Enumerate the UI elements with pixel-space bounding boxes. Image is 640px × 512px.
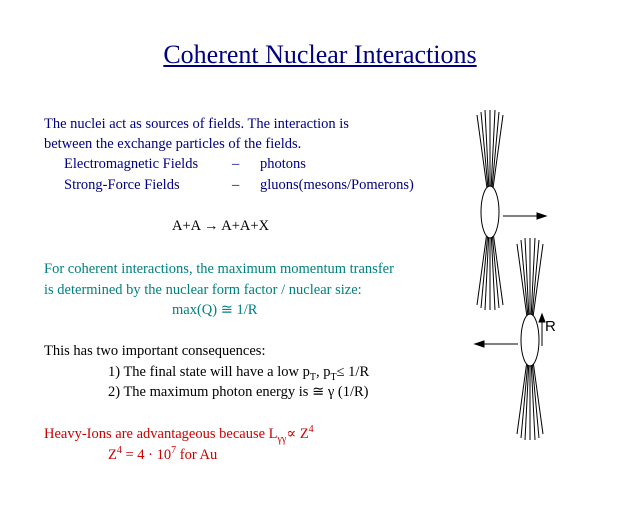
consequences-intro: This has two important consequences: <box>44 343 266 359</box>
consequence-1-mid: , p <box>315 364 331 380</box>
carrier-gluons: gluons(mesons/Pomerons) <box>260 177 414 193</box>
page-title: Coherent Nuclear Interactions <box>163 40 477 69</box>
consequence-1-prefix: 1) The final state will have a low p <box>108 364 310 380</box>
dash-strong-force: – <box>232 177 240 193</box>
lower-nucleus <box>517 238 543 440</box>
arrow-right-head <box>537 213 546 219</box>
coherent-line-1: For coherent interactions, the maximum momentum transfer <box>44 261 394 277</box>
consequence-2-gamma: γ <box>327 384 335 400</box>
carrier-photons: photons <box>260 156 306 172</box>
coherent-line-2: is determined by the nuclear form factor / nuclear size: <box>44 282 362 298</box>
intro-line-1: The nuclei act as sources of fields. The interaction is <box>44 116 349 132</box>
heavy-ion-sup: 4 <box>308 424 314 436</box>
field-electromagnetic: Electromagnetic Fields <box>64 156 199 172</box>
heavy-ion-sub: γγ <box>277 433 287 445</box>
field-strong-force: Strong-Force Fields <box>64 177 180 193</box>
heavy-ion-prop: ∝ <box>286 426 297 442</box>
consequence-2-op: ≅ <box>312 384 325 400</box>
consequence-1-sub-t2: T <box>330 371 337 383</box>
heavy-ion-line2-sup2: 7 <box>171 445 177 457</box>
dash-electromagnetic: – <box>232 156 240 172</box>
consequence-1-suffix: ≤ 1/R <box>336 364 370 380</box>
formula-op: ≅ <box>220 302 233 318</box>
upper-nucleus-shape <box>481 186 499 238</box>
heavy-ion-line2-sup: 4 <box>116 445 122 457</box>
reaction-rhs: A+A+X <box>221 218 270 234</box>
lower-nucleus-shape <box>521 314 539 366</box>
radius-label: R <box>545 318 556 335</box>
arrow-left-head <box>475 341 484 347</box>
consequence-1-sub-t: T <box>309 371 316 383</box>
formula-rhs: 1/R <box>236 302 258 318</box>
upper-nucleus <box>477 110 503 310</box>
heavy-ion-line2-mid: = 4 · 10 <box>121 447 172 463</box>
consequence-2-suffix: (1/R) <box>337 384 369 400</box>
intro-line-2: between the exchange particles of the fields. <box>44 136 302 152</box>
heavy-ion-z: Z <box>296 426 309 442</box>
heavy-ion-prefix: Heavy-Ions are advantageous because L <box>44 426 278 442</box>
reaction-lhs: A+A <box>172 218 201 234</box>
heavy-ion-line2-suffix: for Au <box>176 447 218 463</box>
heavy-ion-line2-z: Z <box>108 447 117 463</box>
formula-lhs: max(Q) <box>172 302 218 318</box>
consequence-2-prefix: 2) The maximum photon energy is <box>108 384 313 400</box>
reaction-arrow: → <box>203 218 219 234</box>
